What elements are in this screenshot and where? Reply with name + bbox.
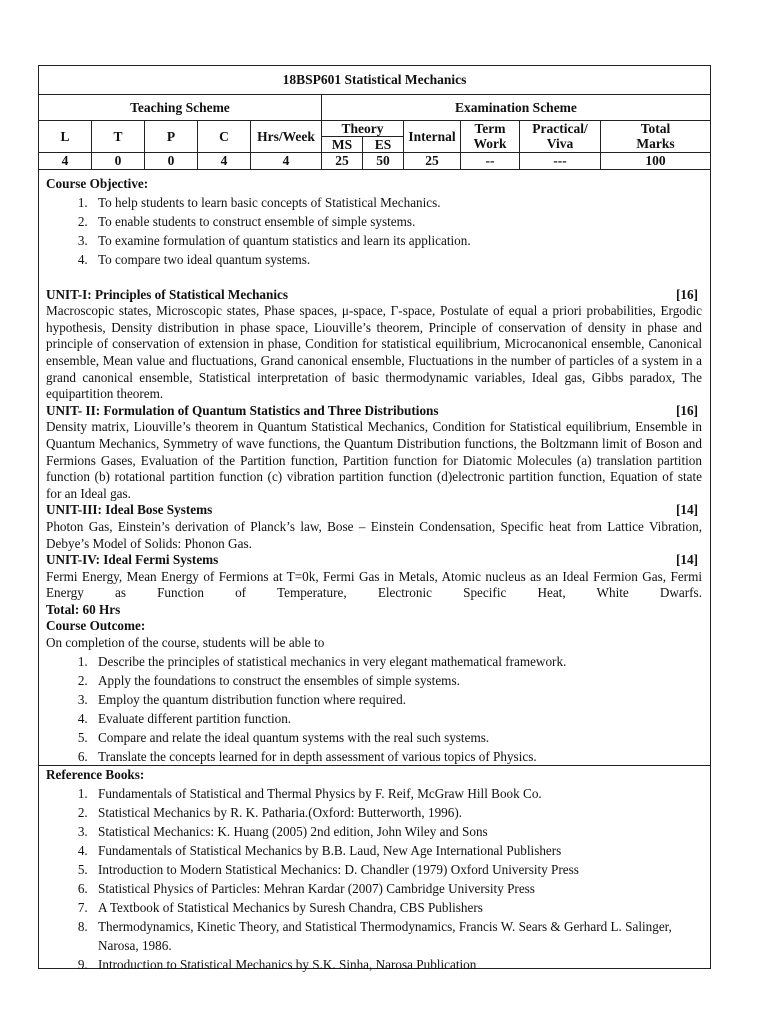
unit-hours: [14] [676,552,698,568]
list-item: 3. To examine formulation of quantum statistics and learn its application. [91,231,702,250]
objective-heading: Course Objective: [46,176,149,191]
val-T: 0 [92,152,145,169]
objective-list [46,193,702,269]
val-prac: --- [520,152,601,169]
exam-scheme-header: Examination Scheme [322,94,711,120]
col-practical: Practical/ Viva [520,120,601,152]
scheme-table [39,66,710,170]
val-internal: 25 [404,152,461,169]
outcome-list [46,652,702,766]
unit-title: UNIT-IV: Ideal Fermi Systems [46,552,219,568]
val-ms: 25 [322,152,363,169]
unit-title: UNIT-I: Principles of Statistical Mechanics [46,286,288,302]
col-total: Total Marks [601,120,711,152]
col-C: C [198,120,251,152]
references-heading: Reference Books: [46,767,145,782]
val-term: -- [461,152,520,169]
reference-list [46,784,702,974]
list-item: 4. To compare two ideal quantum systems. [91,250,702,269]
total-hours: Total: 60 Hrs [46,601,121,617]
list-item: 3. Employ the quantum distribution function where required. [91,690,702,709]
unit-4-heading [46,552,702,569]
list-item: 3. Statistical Mechanics: K. Huang (2005) 2nd edition, John Wiley and Sons [91,822,702,841]
course-title: 18BSP601 Statistical Mechanics [39,66,710,94]
unit-1-text: Macroscopic states, Microscopic states, Phase spaces, μ-space, Γ-space, Postulate of equal a priori probabilities, Ergodic hypothesis, Density distribution in phase space, Liouville’s theorem, Principle of conservation of density in phase and principle of conservation of extension in phase, Condition for statistical equilibrium, Microcanonical ensemble, Canonical ensemble, Mean value and fluctuations, Grand canonical ensemble, Fluctuations in the number of particles of a system in a grand canonical ensemble, Statistical interpretation of basic thermodynamic variables, Ideal gas, Gibbs paradox, The equipartition theorem. [46,303,702,402]
unit-2-heading [46,403,702,420]
list-item: 1. To help students to learn basic concepts of Statistical Mechanics. [91,193,702,212]
list-item: 1. Fundamentals of Statistical and Thermal Physics by F. Reif, McGraw Hill Book Co. [91,784,702,803]
section-divider [39,765,710,766]
unit-3-text: Photon Gas, Einstein’s derivation of Planck’s law, Bose – Einstein Condensation, Specific heat from Lattice Vibration, Debye’s Model of Solids: Phonon Gas. [46,518,702,551]
col-T: T [92,120,145,152]
list-item: 8. Thermodynamics, Kinetic Theory, and Statistical Thermodynamics, Francis W. Sears & Gerhard L. Salinger, Narosa, 1986. [91,917,702,955]
val-total: 100 [601,152,711,169]
list-item: 5. Introduction to Modern Statistical Mechanics: D. Chandler (1979) Oxford University Press [91,860,702,879]
list-item: 6. Statistical Physics of Particles: Mehran Kardar (2007) Cambridge University Press [91,879,702,898]
unit-2-text: Density matrix, Liouville’s theorem in Quantum Statistical Mechanics, Condition for Statistical equilibrium, Ensemble in Quantum Mechanics, Symmetry of wave functions, the Quantum Distribution functions, the Boltzmann limit of Boson and Fermions Gases, Evaluation of the Partition function, Partition function for Diatomic Molecules (a) translation partition function (b) rotational partition function (c) vibration partition function (d)electronic partition function, Equation of state for an Ideal gas. [46,419,702,501]
list-item: 2. To enable students to construct ensemble of simple systems. [91,212,702,231]
reference-section [46,767,702,974]
list-item: 5. Compare and relate the ideal quantum systems with the real such systems. [91,728,702,747]
val-L: 4 [39,152,92,169]
val-P: 0 [145,152,198,169]
outcome-intro: On completion of the course, students will be able to [46,635,325,651]
unit-title: UNIT-III: Ideal Bose Systems [46,502,213,518]
col-theory: Theory [322,120,404,136]
val-C: 4 [198,152,251,169]
col-P: P [145,120,198,152]
unit-hours: [16] [676,286,698,302]
list-item: 6. Translate the concepts learned for in depth assessment of various topics of Physics. [91,747,702,766]
col-es: ES [363,136,404,152]
list-item: 7. A Textbook of Statistical Mechanics by Suresh Chandra, CBS Publishers [91,898,702,917]
col-term-work: Term Work [461,120,520,152]
unit-3-heading [46,502,702,519]
teaching-scheme-header: Teaching Scheme [39,94,322,120]
list-item: 4. Fundamentals of Statistical Mechanics by B.B. Laud, New Age International Publishers [91,841,702,860]
col-hrs: Hrs/Week [251,120,322,152]
val-es: 50 [363,152,404,169]
unit-hours: [16] [676,402,698,418]
unit-4-text: Fermi Energy, Mean Energy of Fermions at T=0k, Fermi Gas in Metals, Atomic nucleus as an Ideal Fermion Gas, Fermi Energy as Function of Temperature, Electronic Specific Heat, White Dwarfs. [46,568,702,601]
list-item: 2. Apply the foundations to construct the ensembles of simple systems. [91,671,702,690]
col-internal: Internal [404,120,461,152]
col-ms: MS [322,136,363,152]
outcome-heading: Course Outcome: [46,618,146,634]
list-item: 9. Introduction to Statistical Mechanics by S.K. Sinha, Narosa Publication [91,955,702,974]
list-item: 2. Statistical Mechanics by R. K. Patharia.(Oxford: Butterworth, 1996). [91,803,702,822]
list-item: 1. Describe the principles of statistical mechanics in very elegant mathematical framework. [91,652,702,671]
unit-1-heading [46,287,702,304]
unit-hours: [14] [676,502,698,518]
course-content [46,176,702,766]
list-item: 4. Evaluate different partition function. [91,709,702,728]
col-L: L [39,120,92,152]
syllabus-sheet [38,65,711,972]
unit-title: UNIT- II: Formulation of Quantum Statistics and Three Distributions [46,402,439,418]
val-hrs: 4 [251,152,322,169]
